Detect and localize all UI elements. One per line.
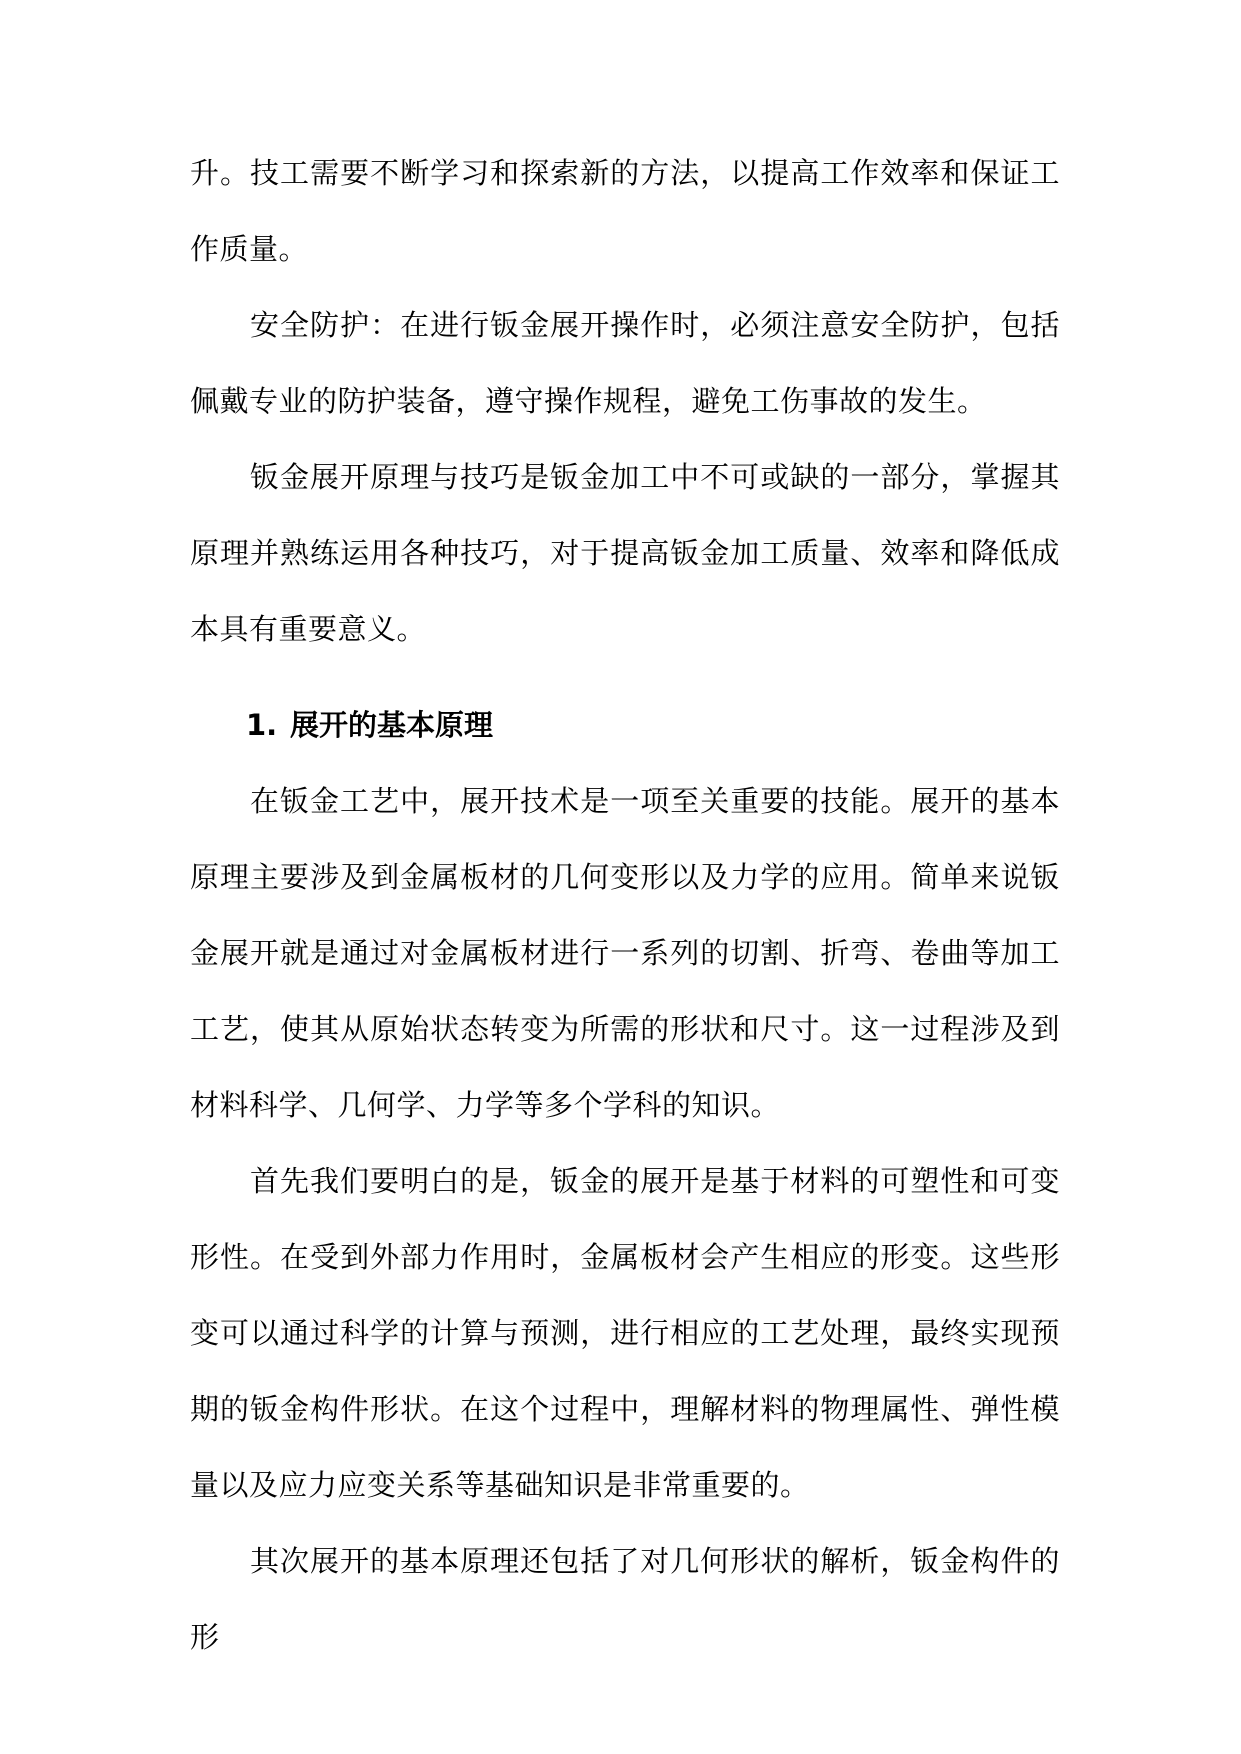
document-body	[190, 135, 1060, 1675]
paragraph-intro: 在钣金工艺中，展开技术是一项至关重要的技能。展开的基本原理主要涉及到金属板材的几何变形以及力学的应用。简单来说钣金展开就是通过对金属板材进行一系列的切割、折弯、卷曲等加工工艺，使其从原始状态转变为所需的形状和尺寸。这一过程涉及到材料科学、几何学、力学等多个学科的知识。	[190, 784, 1060, 1122]
paragraph-plasticity: 首先我们要明白的是，钣金的展开是基于材料的可塑性和可变形性。在受到外部力作用时，金属板材会产生相应的形变。这些形变可以通过科学的计算与预测，进行相应的工艺处理，最终实现预期的钣金构件形状。在这个过程中，理解材料的物理属性、弹性模量以及应力应变关系等基础知识是非常重要的。	[190, 1164, 1060, 1502]
paragraph-safety: 安全防护：在进行钣金展开操作时，必须注意安全防护，包括佩戴专业的防护装备，遵守操作规程，避免工伤事故的发生。	[190, 308, 1060, 418]
paragraph-continuation: 升。技工需要不断学习和探索新的方法，以提高工作效率和保证工作质量。	[190, 156, 1060, 266]
section-number: 1.	[246, 708, 278, 742]
paragraph-geometry: 其次展开的基本原理还包括了对几何形状的解析，钣金构件的形	[190, 1544, 1060, 1654]
section-heading	[190, 687, 1060, 763]
paragraph-summary: 钣金展开原理与技巧是钣金加工中不可或缺的一部分，掌握其原理并熟练运用各种技巧，对于提高钣金加工质量、效率和降低成本具有重要意义。	[190, 460, 1060, 646]
section-title: 展开的基本原理	[290, 708, 494, 742]
